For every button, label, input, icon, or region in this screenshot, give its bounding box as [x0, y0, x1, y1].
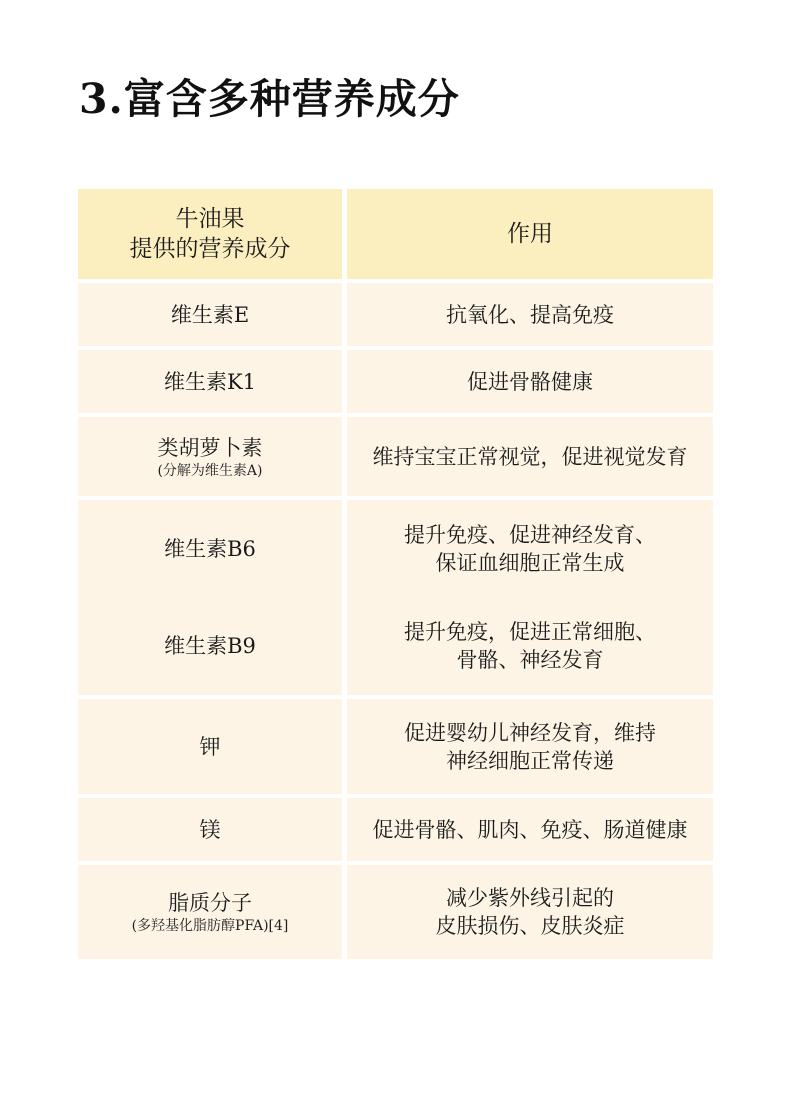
nutrient-note: (多羟基化脂肪醇PFA)[4] — [131, 918, 289, 934]
table-row — [78, 350, 713, 413]
header-nutrient-line1: 牛油果 — [175, 206, 245, 232]
table-row — [78, 283, 713, 346]
nutrient-effect: 维持宝宝正常视觉，促进视觉发育 — [347, 417, 713, 496]
nutrient-name: 镁 — [78, 798, 342, 861]
nutrient-name: 维生素B9 — [164, 634, 256, 659]
nutrient-effect — [347, 865, 713, 959]
header-nutrient — [78, 189, 342, 279]
table-row — [78, 798, 713, 861]
effect-line: 提升免疫、促进神经发育、 — [404, 522, 656, 547]
nutrition-table — [78, 189, 713, 963]
table-row — [78, 865, 713, 959]
nutrient-effect — [347, 699, 713, 794]
table-row-group — [78, 500, 713, 695]
nutrient-effect — [347, 598, 713, 696]
nutrient-effect: 促进骨骼健康 — [347, 350, 713, 413]
effect-line: 促进婴幼儿神经发育，维持 — [404, 720, 656, 745]
effect-line: 骨骼、神经发育 — [456, 648, 604, 673]
nutrient-effect: 抗氧化、提高免疫 — [347, 283, 713, 346]
nutrient-name: 脂质分子 — [168, 891, 252, 915]
table-header-row — [78, 189, 713, 279]
nutrient-name: 维生素K1 — [78, 350, 342, 413]
effect-line: 减少紫外线引起的 — [446, 886, 614, 910]
nutrient-name: 类胡萝卜素 — [157, 435, 263, 460]
nutrient-cell — [78, 865, 342, 959]
effect-cell-group — [347, 500, 713, 695]
nutrient-effect: 促进骨骼、肌肉、免疫、肠道健康 — [347, 798, 713, 861]
effect-line: 提升免疫，促进正常细胞、 — [404, 620, 656, 645]
nutrient-cell — [78, 417, 342, 496]
table-row — [78, 417, 713, 496]
nutrient-effect — [347, 500, 713, 598]
header-nutrient-line2: 提供的营养成分 — [129, 236, 291, 262]
effect-line: 神经细胞正常传递 — [446, 748, 614, 773]
effect-line: 皮肤损伤、皮肤炎症 — [435, 914, 625, 938]
nutrient-name: 维生素B6 — [164, 536, 256, 561]
effect-line: 保证血细胞正常生成 — [435, 550, 625, 575]
nutrient-cell-group — [78, 500, 342, 695]
nutrient-name: 钾 — [78, 699, 342, 794]
nutrient-name: 维生素E — [78, 283, 342, 346]
nutrient-note: (分解为维生素A) — [157, 462, 263, 479]
page-title: 3.富含多种营养成分 — [79, 75, 460, 123]
table-row — [78, 699, 713, 794]
header-effect: 作用 — [347, 189, 713, 279]
